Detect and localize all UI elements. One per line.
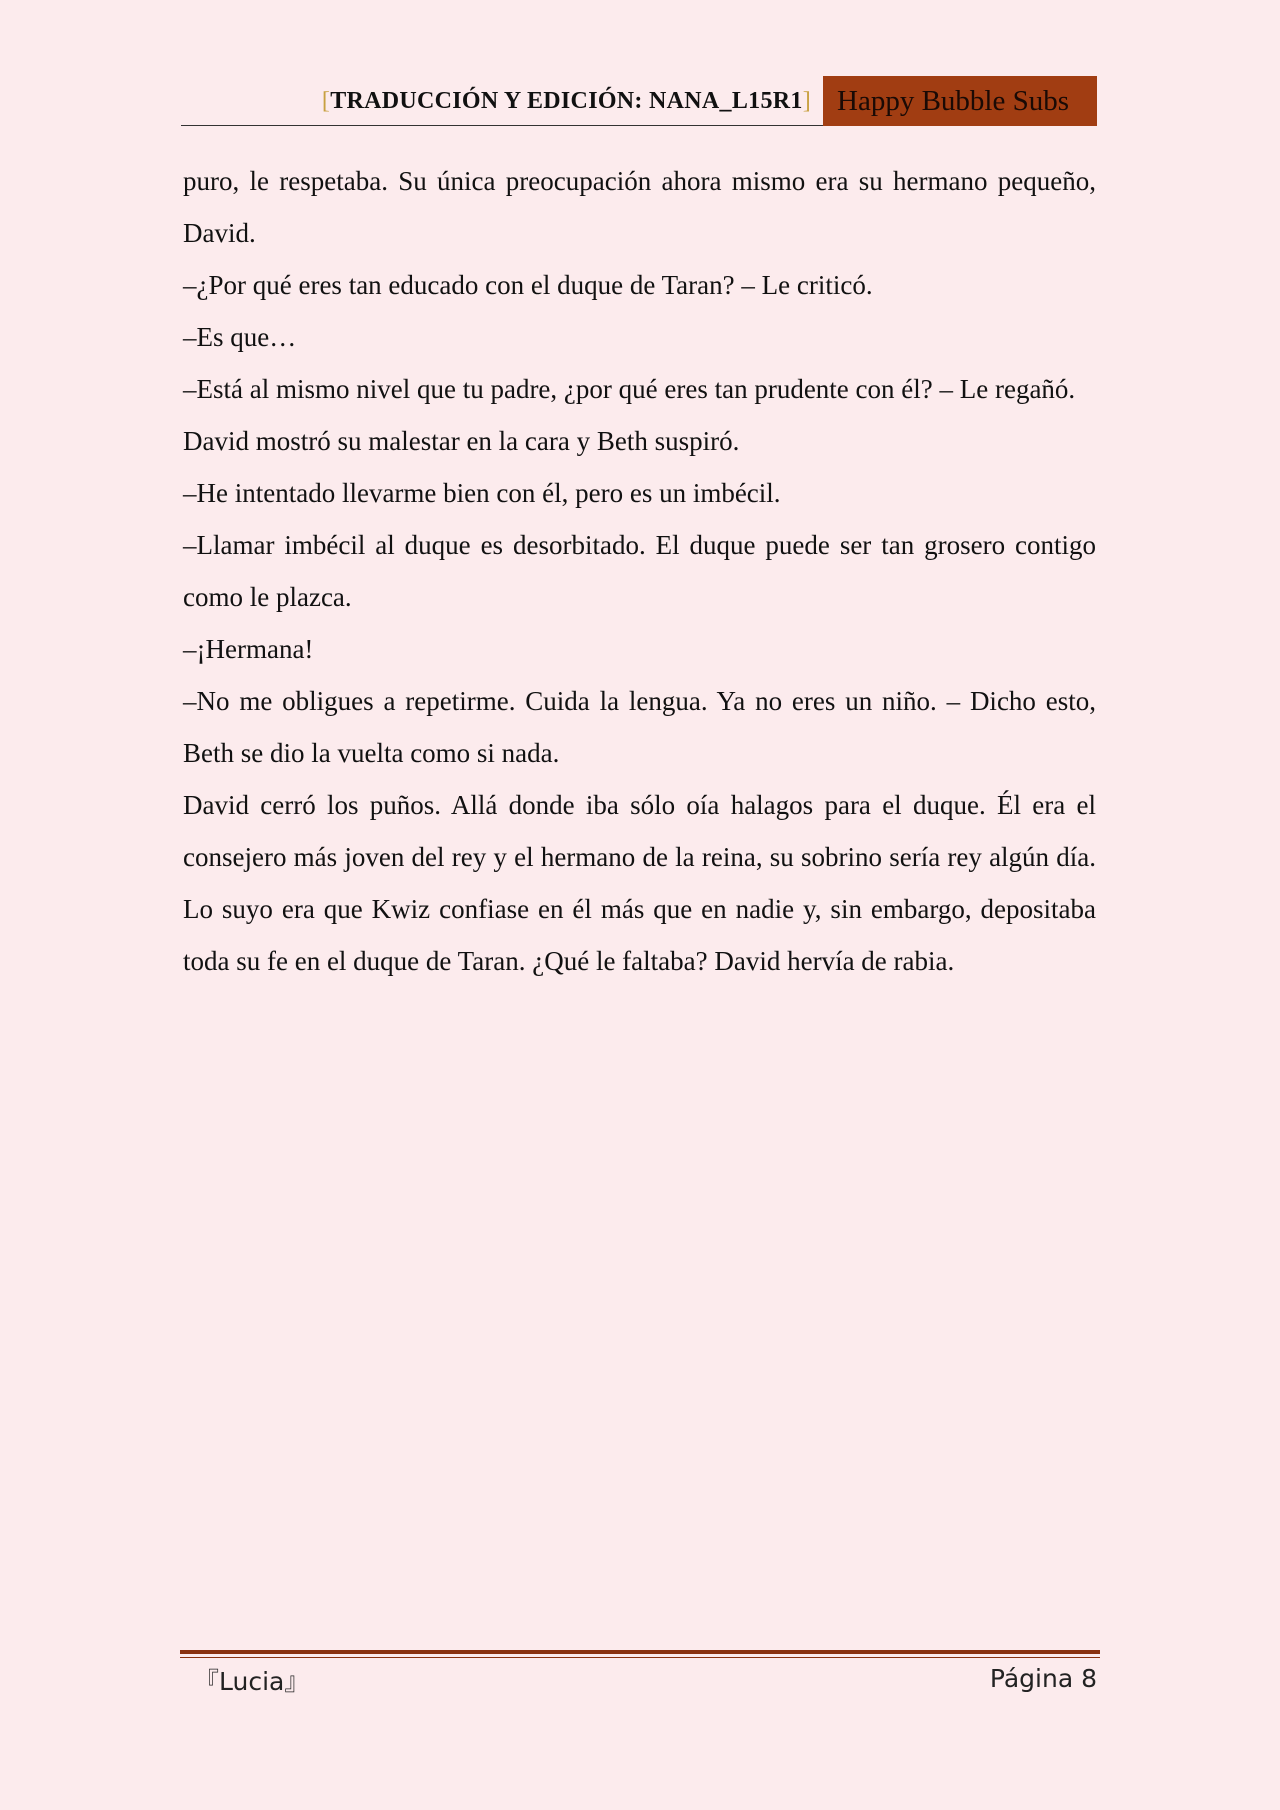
paragraph: –No me obligues a repetirme. Cuida la lengua. Ya no eres un niño. – Dicho esto, Beth se dio la vuelta como si nada. — [183, 686, 1096, 768]
paragraph: –Está al mismo nivel que tu padre, ¿por qué eres tan prudente con él? – Le regañó. — [183, 374, 1076, 404]
header-bracket-close: ] — [802, 88, 811, 114]
paragraph: –Es que… — [183, 322, 297, 352]
paragraph: –Llamar imbécil al duque es desorbitado. El duque puede ser tan grosero contigo como le plazca. — [183, 530, 1096, 612]
paragraph: David cerró los puños. Allá donde iba sólo oía halagos para el duque. Él era el consejero más joven del rey y el hermano de la reina, su sobrino sería rey algún día. Lo suyo era que Kwiz confiase en él más que en nadie y, sin embargo, depositaba toda su fe en el duque de Taran. ¿Qué le faltaba? David hervía de rabia. — [183, 790, 1096, 976]
footer-rule-thick — [180, 1650, 1100, 1654]
paragraph: –He intentado llevarme bien con él, pero es un imbécil. — [183, 478, 781, 508]
paragraph: –¿Por qué eres tan educado con el duque de Taran? – Le criticó. — [183, 270, 873, 300]
header-title — [322, 88, 811, 115]
header-bracket-open: [ — [321, 88, 331, 114]
header-title-text: TRADUCCIÓN Y EDICIÓN: NANA_L15R1 — [330, 88, 803, 114]
paragraph: –¡Hermana! — [183, 634, 314, 664]
page-body — [183, 155, 1096, 987]
paragraph: puro, le respetaba. Su única preocupación ahora mismo era su hermano pequeño, David. — [183, 166, 1096, 248]
footer-page-number: Página 8 — [989, 1664, 1097, 1693]
footer-book-title: 『Lucia』 — [194, 1667, 310, 1696]
header-badge: Happy Bubble Subs — [823, 76, 1097, 126]
page-header — [181, 76, 1097, 126]
header-rule — [181, 125, 823, 126]
paragraph: David mostró su malestar en la cara y Beth suspiró. — [183, 426, 740, 456]
footer-rule-thin — [180, 1657, 1100, 1658]
